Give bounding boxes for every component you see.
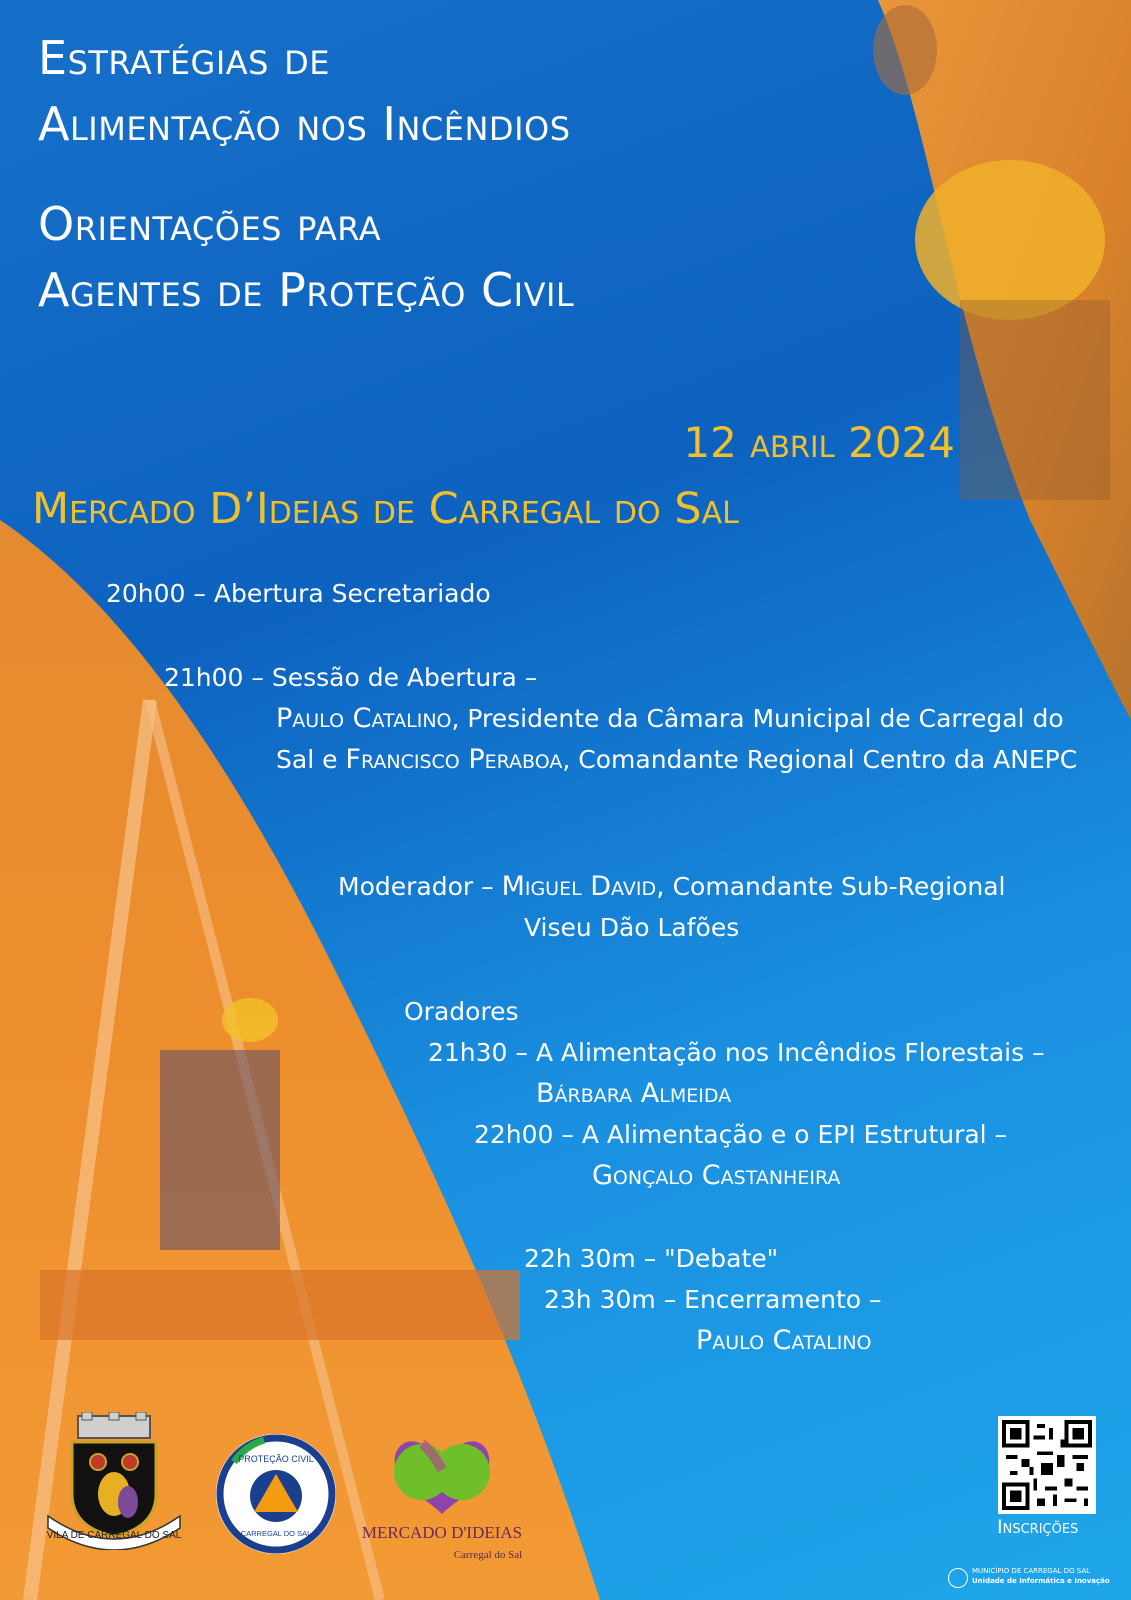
mercado-sub: Carregal do Sal	[453, 1549, 523, 1561]
program-closing: 23h 30m – Encerramento –	[544, 1285, 882, 1314]
municipal-crest-logo	[40, 1412, 188, 1550]
speaker-role: , Presidente da Câmara Municipal de Carregal do Sal e	[276, 704, 1064, 774]
event-date: 12 abril 2024	[683, 418, 955, 467]
closing-speaker: Paulo Catalino	[696, 1325, 872, 1356]
crest-text: VILA DE CARREGAL DO SAL	[46, 1530, 182, 1541]
civil-protection-bottom-text: CARREGAL DO SAL	[240, 1529, 312, 1538]
moderator-name: Miguel David,	[501, 871, 665, 902]
moderator-label: Moderador –	[338, 872, 502, 901]
moderator-role: Comandante Sub-Regional	[664, 872, 1006, 901]
program-moderator	[338, 866, 1006, 907]
event-venue: Mercado D’Ideias de Carregal do Sal	[32, 484, 739, 534]
talk-2-title: 22h00 – A Alimentação e o EPI Estrutural –	[474, 1120, 1008, 1149]
talk-1-title: 21h30 – A Alimentação nos Incêndios Florestais –	[428, 1038, 1045, 1067]
subtitle-line-1: Orientações para	[38, 197, 382, 251]
municipality-icon	[948, 1568, 968, 1588]
mercado-ideias-logo	[352, 1434, 552, 1564]
civil-protection-top-text: PROTEÇÃO CIVIL	[238, 1454, 314, 1464]
speaker-role: , Comandante Regional Centro da ANEPC	[562, 745, 1078, 774]
title-line-1: Estratégias de	[38, 31, 330, 85]
talk-2-speaker: Gonçalo Castanheira	[592, 1160, 841, 1191]
title-line-2: Alimentação nos Incêndios	[38, 97, 571, 151]
subtitle-line-2: Agentes de Proteção Civil	[38, 263, 575, 317]
qr-label: Inscrições	[997, 1516, 1079, 1538]
program-opening-session: 21h00 – Sessão de Abertura –	[164, 663, 538, 692]
registration-qr-code[interactable]	[998, 1416, 1096, 1514]
mercado-name: MERCADO D'IDEIAS	[361, 1523, 523, 1542]
speakers-label: Oradores	[404, 997, 519, 1026]
moderator-role-line-2: Viseu Dão Lafões	[524, 913, 740, 942]
speaker-name: Francisco Peraboa	[345, 744, 563, 775]
qr-pattern	[998, 1416, 1096, 1514]
talk-1-speaker: Bárbara Almeida	[536, 1078, 732, 1109]
speaker-name: Paulo Catalino	[276, 703, 452, 734]
program-opening-registration: 20h00 – Abertura Secretariado	[106, 579, 491, 608]
footer-line-1: MUNICÍPIO DE CARREGAL DO SAL	[972, 1567, 1091, 1575]
civil-protection-logo	[214, 1432, 338, 1556]
footer-line-2: Unidade de Informática e Inovação	[972, 1577, 1110, 1585]
program-opening-speakers	[276, 698, 1096, 780]
program-debate: 22h 30m – "Debate"	[524, 1244, 779, 1273]
